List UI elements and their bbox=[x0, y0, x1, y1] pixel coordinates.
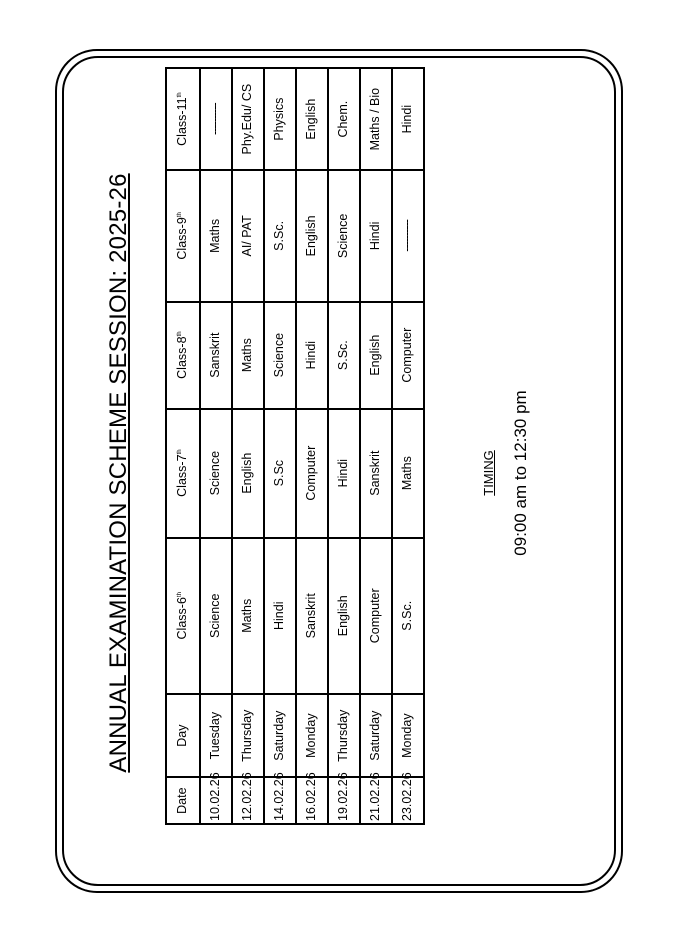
cell-class-11: English bbox=[296, 68, 328, 170]
cell-class-6: Science bbox=[200, 538, 232, 695]
table-row bbox=[328, 68, 360, 824]
cell-class-6: Computer bbox=[360, 538, 392, 695]
header-class-6: Class-6th bbox=[166, 538, 200, 695]
cell-class-11: Phy.Edu/ CS bbox=[232, 68, 264, 170]
cell-class-8: Hindi bbox=[296, 302, 328, 409]
cell-day: Saturday bbox=[264, 694, 296, 777]
cell-date: 12.02.26 bbox=[232, 777, 264, 824]
cell-day: Thursday bbox=[328, 694, 360, 777]
table-row bbox=[296, 68, 328, 824]
exam-schedule-table bbox=[165, 67, 425, 825]
cell-class-6: English bbox=[328, 538, 360, 695]
table-row bbox=[232, 68, 264, 824]
header-date: Date bbox=[166, 777, 200, 824]
cell-day: Tuesday bbox=[200, 694, 232, 777]
cell-date: 19.02.26 bbox=[328, 777, 360, 824]
cell-class-7: English bbox=[232, 409, 264, 538]
cell-class-7: Sanskrit bbox=[360, 409, 392, 538]
cell-class-8: S.Sc. bbox=[328, 302, 360, 409]
cell-class-9: S.Sc. bbox=[264, 170, 296, 301]
table-row bbox=[264, 68, 296, 824]
cell-day: Monday bbox=[296, 694, 328, 777]
cell-class-9: Maths bbox=[200, 170, 232, 301]
cell-class-9: Hindi bbox=[360, 170, 392, 301]
cell-date: 21.02.26 bbox=[360, 777, 392, 824]
cell-class-7: Science bbox=[200, 409, 232, 538]
table-row bbox=[392, 68, 424, 824]
cell-class-6: Hindi bbox=[264, 538, 296, 695]
cell-class-11: ---------- bbox=[200, 68, 232, 170]
cell-class-6: S.Sc. bbox=[392, 538, 424, 695]
header-class-7: Class-7th bbox=[166, 409, 200, 538]
header-class-8: Class-8th bbox=[166, 302, 200, 409]
cell-class-9: Science bbox=[328, 170, 360, 301]
cell-date: 10.02.26 bbox=[200, 777, 232, 824]
cell-class-6: Maths bbox=[232, 538, 264, 695]
header-day: Day bbox=[166, 694, 200, 777]
cell-class-11: Maths / Bio bbox=[360, 68, 392, 170]
cell-class-6: Sanskrit bbox=[296, 538, 328, 695]
cell-class-8: Science bbox=[264, 302, 296, 409]
cell-class-11: Hindi bbox=[392, 68, 424, 170]
cell-class-7: S.Sc bbox=[264, 409, 296, 538]
cell-class-9: English bbox=[296, 170, 328, 301]
cell-date: 16.02.26 bbox=[296, 777, 328, 824]
table-row bbox=[200, 68, 232, 824]
cell-day: Monday bbox=[392, 694, 424, 777]
cell-class-8: Sanskrit bbox=[200, 302, 232, 409]
cell-date: 23.02.26 bbox=[392, 777, 424, 824]
cell-class-7: Maths bbox=[392, 409, 424, 538]
cell-class-11: Chem. bbox=[328, 68, 360, 170]
cell-class-8: Maths bbox=[232, 302, 264, 409]
cell-class-7: Hindi bbox=[328, 409, 360, 538]
cell-date: 14.02.26 bbox=[264, 777, 296, 824]
cell-class-8: English bbox=[360, 302, 392, 409]
table-row bbox=[360, 68, 392, 824]
page-title: ANNUAL EXAMINATION SCHEME SESSION: 2025-26 bbox=[105, 173, 132, 773]
cell-day: Thursday bbox=[232, 694, 264, 777]
cell-class-9: AI/ PAT bbox=[232, 170, 264, 301]
cell-class-7: Computer bbox=[296, 409, 328, 538]
rotated-content bbox=[91, 53, 591, 893]
header-class-11: Class-11th bbox=[166, 68, 200, 170]
timing-value: 09:00 am to 12:30 pm bbox=[511, 390, 530, 556]
table-header-row bbox=[166, 68, 200, 824]
header-class-9: Class-9th bbox=[166, 170, 200, 301]
cell-class-8: Computer bbox=[392, 302, 424, 409]
cell-class-11: Physics bbox=[264, 68, 296, 170]
timing-label: TIMING bbox=[481, 450, 496, 496]
cell-class-9: ---------- bbox=[392, 170, 424, 301]
cell-day: Saturday bbox=[360, 694, 392, 777]
